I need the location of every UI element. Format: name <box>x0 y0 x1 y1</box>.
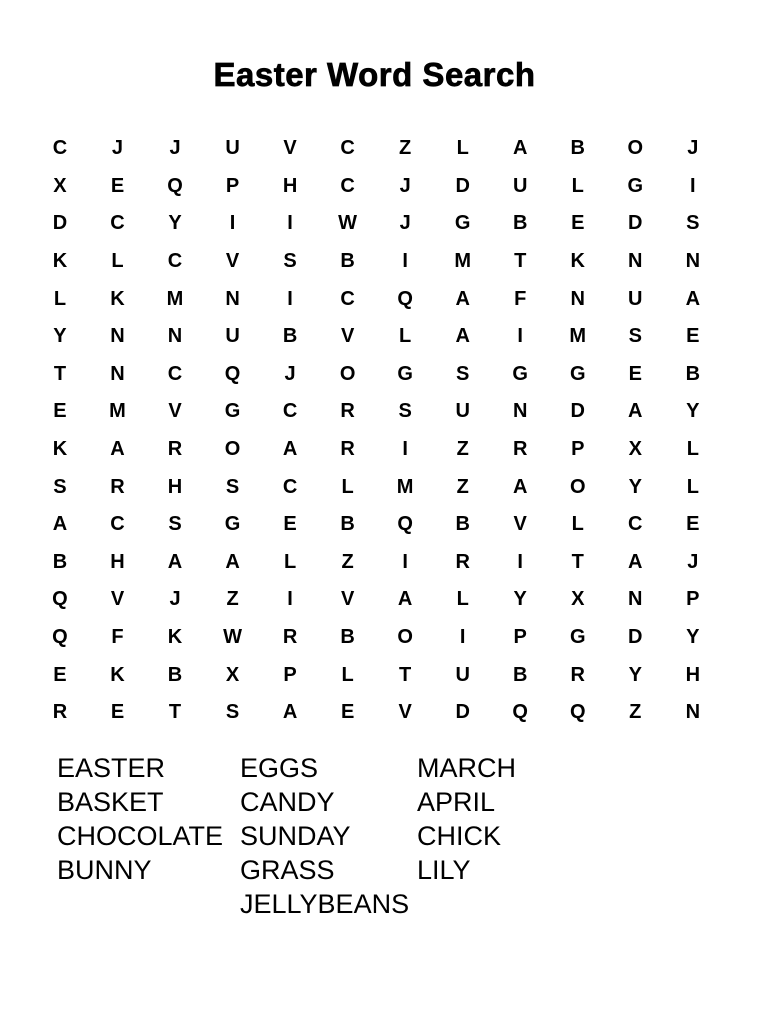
grid-letter: L <box>111 249 124 272</box>
grid-row <box>31 393 722 431</box>
grid-letter: H <box>282 174 298 197</box>
word-item: CHOCOLATE <box>57 821 224 851</box>
grid-letter: L <box>686 475 699 498</box>
grid-letter: G <box>569 362 586 385</box>
grid-letter: X <box>53 174 67 197</box>
grid-letter: S <box>456 362 470 385</box>
grid-letter: L <box>571 513 584 536</box>
grid-letter: D <box>628 625 643 648</box>
grid-letter: S <box>225 475 240 498</box>
grid-letter: G <box>569 625 586 648</box>
grid-letter: U <box>455 663 470 686</box>
grid-row <box>31 356 722 394</box>
grid-letter: C <box>167 362 183 385</box>
word-item: JELLYBEANS <box>240 889 410 919</box>
grid-letter: O <box>339 362 356 385</box>
grid-letter: D <box>628 212 643 235</box>
grid-letter: M <box>396 475 414 498</box>
grid-letter: A <box>628 550 643 573</box>
grid-letter: R <box>282 625 298 648</box>
word-item: SUNDAY <box>240 821 351 851</box>
grid-letter: C <box>628 513 643 536</box>
grid-letter: B <box>167 663 183 686</box>
grid-letter: X <box>571 588 585 611</box>
grid-letter: B <box>340 625 355 648</box>
grid-letter: T <box>571 550 584 573</box>
grid-letter: K <box>110 663 125 686</box>
grid-row <box>31 469 722 507</box>
grid-letter: F <box>111 625 124 648</box>
grid-letter: V <box>283 137 297 160</box>
grid-letter: S <box>398 400 412 423</box>
word-item: CHICK <box>417 821 502 851</box>
grid-letter: L <box>456 588 469 611</box>
grid-letter: S <box>53 475 67 498</box>
grid-letter: N <box>110 362 125 385</box>
grid-letter: K <box>52 249 68 272</box>
grid-letter: B <box>340 249 355 272</box>
grid-letter: J <box>284 362 296 385</box>
grid-letter: N <box>225 287 240 310</box>
grid-letter: Q <box>224 362 241 385</box>
grid-letter: A <box>282 437 298 460</box>
grid-letter: N <box>628 588 643 611</box>
word-search-grid <box>31 130 722 732</box>
grid-letter: S <box>628 325 642 348</box>
grid-letter: Z <box>226 588 239 611</box>
grid-letter: I <box>517 325 523 348</box>
grid-letter: Z <box>456 475 469 498</box>
grid-letter: L <box>53 287 67 310</box>
grid-letter: E <box>628 362 642 385</box>
grid-letter: I <box>287 287 293 310</box>
grid-letter: E <box>110 174 125 197</box>
word-item: EGGS <box>240 753 319 783</box>
grid-letter: N <box>570 287 585 310</box>
grid-letter: C <box>340 287 355 310</box>
grid-letter: K <box>570 249 585 272</box>
grid-row <box>31 281 722 319</box>
grid-letter: I <box>402 249 408 272</box>
grid-row <box>31 205 722 243</box>
word-list-column <box>417 751 516 887</box>
grid-letter: B <box>340 513 355 536</box>
grid-letter: Z <box>456 437 469 460</box>
grid-letter: F <box>514 287 527 310</box>
grid-letter: A <box>628 400 643 423</box>
grid-letter: V <box>513 513 527 536</box>
grid-letter: C <box>340 174 355 197</box>
grid-letter: H <box>110 550 125 573</box>
grid-letter: A <box>110 437 125 460</box>
grid-letter: G <box>397 362 413 385</box>
grid-letter: P <box>571 437 585 460</box>
grid-letter: Y <box>686 625 700 648</box>
grid-letter: V <box>168 400 182 423</box>
word-item: GRASS <box>240 855 335 885</box>
grid-row <box>31 130 722 168</box>
grid-letter: B <box>512 663 528 686</box>
grid-letter: G <box>224 400 241 423</box>
grid-letter: I <box>690 174 696 197</box>
grid-letter: P <box>225 174 240 197</box>
grid-letter: B <box>282 325 298 348</box>
grid-letter: J <box>111 137 124 160</box>
grid-letter: P <box>513 625 527 648</box>
grid-letter: V <box>398 701 412 724</box>
grid-letter: E <box>110 701 125 724</box>
grid-letter: A <box>225 550 240 573</box>
grid-letter: B <box>570 137 585 160</box>
grid-letter: Y <box>168 212 182 235</box>
grid-letter: N <box>628 249 643 272</box>
grid-letter: A <box>455 325 470 348</box>
grid-letter: Y <box>53 325 67 348</box>
grid-letter: S <box>686 212 700 235</box>
grid-letter: D <box>570 400 585 423</box>
grid-letter: P <box>283 663 297 686</box>
grid-letter: X <box>225 663 240 686</box>
grid-letter: Y <box>628 663 642 686</box>
grid-letter: J <box>169 137 181 160</box>
grid-letter: I <box>229 212 236 235</box>
grid-letter: S <box>225 701 240 724</box>
word-item: LILY <box>417 855 471 885</box>
grid-letter: M <box>166 287 184 310</box>
grid-letter: O <box>224 437 241 460</box>
grid-letter: C <box>282 475 298 498</box>
grid-letter: O <box>569 475 586 498</box>
grid-letter: B <box>52 550 68 573</box>
grid-row <box>31 581 722 619</box>
grid-letter: A <box>397 588 413 611</box>
grid-letter: A <box>512 137 528 160</box>
grid-letter: C <box>52 137 68 160</box>
grid-letter: A <box>282 701 298 724</box>
grid-letter: L <box>341 663 354 686</box>
grid-letter: I <box>517 550 523 573</box>
grid-letter: B <box>455 513 470 536</box>
grid-letter: C <box>340 137 355 160</box>
grid-letter: Q <box>512 701 528 724</box>
grid-letter: J <box>687 137 699 160</box>
grid-row <box>31 431 722 469</box>
grid-letter: E <box>686 513 700 536</box>
grid-letter: O <box>627 137 644 160</box>
grid-letter: R <box>110 475 125 498</box>
grid-letter: D <box>455 701 470 724</box>
grid-letter: N <box>685 701 701 724</box>
grid-letter: Y <box>686 400 700 423</box>
grid-letter: R <box>455 550 470 573</box>
grid-letter: N <box>167 325 183 348</box>
grid-letter: H <box>167 475 183 498</box>
grid-letter: B <box>512 212 528 235</box>
grid-letter: Z <box>629 701 642 724</box>
grid-letter: G <box>627 174 644 197</box>
grid-letter: J <box>169 588 181 611</box>
grid-letter: L <box>686 437 699 460</box>
grid-letter: R <box>340 437 355 460</box>
grid-letter: R <box>512 437 528 460</box>
grid-letter: V <box>340 325 355 348</box>
grid-letter: E <box>53 400 67 423</box>
grid-letter: O <box>397 625 413 648</box>
grid-letter: S <box>168 513 182 536</box>
grid-letter: W <box>223 625 242 648</box>
grid-letter: R <box>340 400 355 423</box>
grid-letter: G <box>454 212 471 235</box>
grid-letter: X <box>628 437 642 460</box>
grid-letter: P <box>686 588 700 611</box>
grid-letter: H <box>685 663 701 686</box>
grid-letter: G <box>512 362 528 385</box>
grid-letter: S <box>283 249 297 272</box>
grid-row <box>31 657 722 695</box>
grid-letter: U <box>628 287 643 310</box>
grid-letter: A <box>512 475 528 498</box>
grid-letter: T <box>53 362 67 385</box>
grid-letter: E <box>283 513 297 536</box>
grid-letter: C <box>110 513 125 536</box>
page-title: Easter Word Search <box>213 56 536 93</box>
grid-letter: J <box>399 212 411 235</box>
grid-letter: E <box>53 663 67 686</box>
grid-letter: Q <box>167 174 183 197</box>
grid-letter: J <box>399 174 411 197</box>
grid-letter: L <box>456 137 469 160</box>
grid-letter: U <box>225 325 240 348</box>
grid-letter: M <box>109 400 126 423</box>
word-item: MARCH <box>417 753 516 783</box>
grid-letter: T <box>514 249 527 272</box>
grid-letter: N <box>685 249 701 272</box>
grid-letter: K <box>52 437 68 460</box>
grid-letter: Z <box>399 137 412 160</box>
grid-letter: R <box>52 701 68 724</box>
grid-letter: W <box>338 212 358 235</box>
grid-letter: Y <box>513 588 527 611</box>
grid-row <box>31 168 722 206</box>
grid-letter: T <box>399 663 412 686</box>
word-item: EASTER <box>57 753 166 783</box>
word-item: BUNNY <box>57 855 152 885</box>
grid-letter: U <box>455 400 470 423</box>
grid-letter: I <box>402 437 408 460</box>
grid-letter: Q <box>52 625 68 648</box>
grid-letter: Q <box>397 513 413 536</box>
grid-letter: E <box>686 325 700 348</box>
grid-letter: C <box>167 249 183 272</box>
grid-letter: N <box>110 325 125 348</box>
grid-letter: L <box>399 325 412 348</box>
grid-letter: A <box>52 513 68 536</box>
grid-letter: I <box>287 212 293 235</box>
word-item: APRIL <box>417 787 496 817</box>
grid-row <box>31 506 722 544</box>
grid-letter: I <box>287 588 293 611</box>
grid-row <box>31 243 722 281</box>
grid-letter: T <box>168 701 182 724</box>
grid-row <box>31 694 722 732</box>
grid-letter: D <box>52 212 68 235</box>
grid-letter: Z <box>341 550 354 573</box>
grid-letter: C <box>110 212 125 235</box>
grid-letter: M <box>454 249 471 272</box>
grid-letter: R <box>570 663 585 686</box>
grid-letter: R <box>167 437 183 460</box>
grid-letter: E <box>340 701 355 724</box>
word-list-column <box>240 751 409 921</box>
grid-letter: A <box>167 550 183 573</box>
grid-letter: G <box>224 513 241 536</box>
grid-letter: A <box>455 287 470 310</box>
grid-row <box>31 318 722 356</box>
grid-letter: M <box>569 325 587 348</box>
grid-letter: C <box>282 400 298 423</box>
grid-letter: E <box>571 212 585 235</box>
grid-letter: J <box>687 550 699 573</box>
grid-letter: K <box>167 625 183 648</box>
grid-letter: U <box>512 174 528 197</box>
grid-letter: L <box>341 475 354 498</box>
word-list-column <box>57 751 223 887</box>
grid-letter: L <box>571 174 584 197</box>
grid-letter: Q <box>52 588 68 611</box>
grid-letter: B <box>685 362 701 385</box>
grid-letter: Q <box>397 287 413 310</box>
grid-letter: I <box>402 550 408 573</box>
grid-letter: L <box>283 550 297 573</box>
word-list <box>0 751 768 941</box>
grid-letter: K <box>110 287 125 310</box>
grid-letter: A <box>685 287 701 310</box>
word-item: BASKET <box>57 787 164 817</box>
grid-letter: N <box>512 400 528 423</box>
word-item: CANDY <box>240 787 335 817</box>
grid-letter: U <box>225 137 240 160</box>
grid-letter: I <box>459 625 466 648</box>
grid-letter: D <box>455 174 470 197</box>
grid-letter: Q <box>569 701 586 724</box>
grid-letter: Y <box>628 475 642 498</box>
grid-row <box>31 544 722 582</box>
grid-row <box>31 619 722 657</box>
grid-letter: V <box>340 588 355 611</box>
grid-letter: V <box>110 588 125 611</box>
grid-letter: V <box>225 249 240 272</box>
